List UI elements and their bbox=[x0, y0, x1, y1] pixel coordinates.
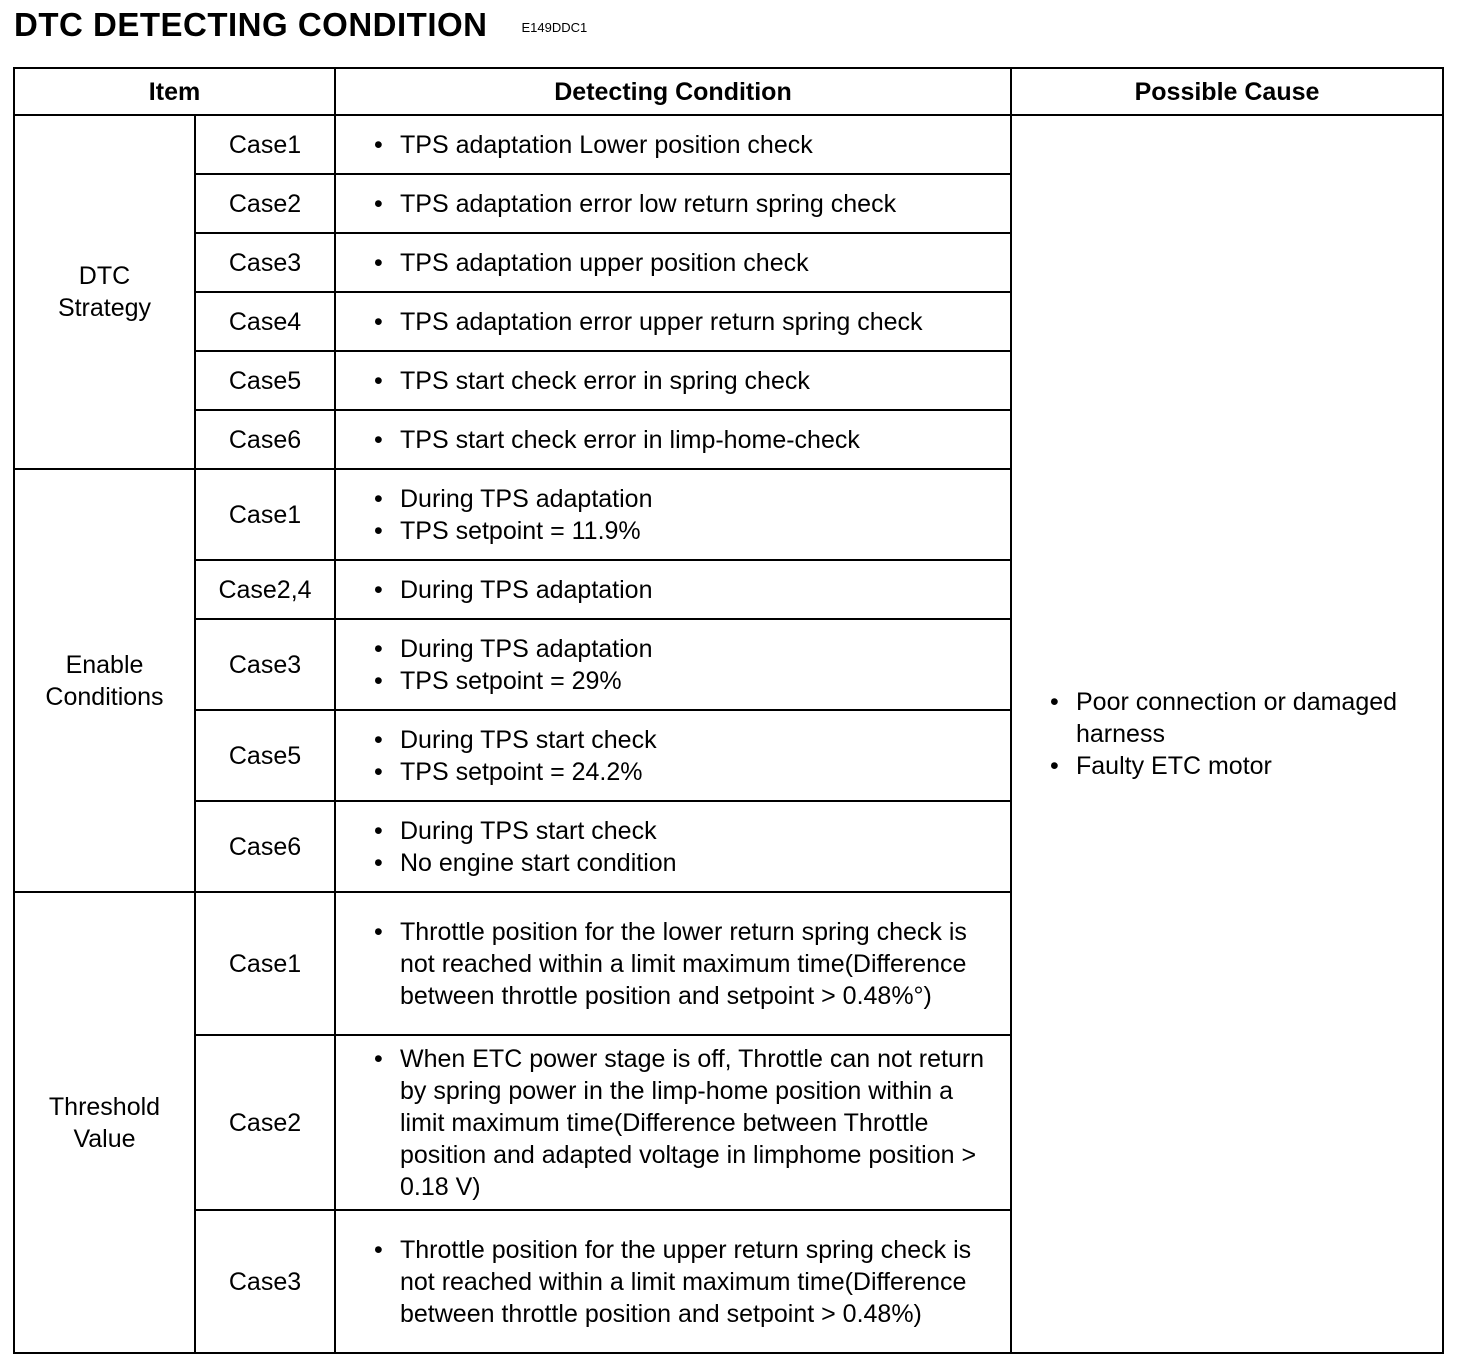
case-label: Case3 bbox=[195, 1210, 335, 1353]
group-label-dtc-strategy bbox=[14, 115, 195, 469]
table-header-row bbox=[14, 68, 1443, 115]
detecting-condition bbox=[335, 233, 1011, 292]
case-label: Case5 bbox=[195, 351, 335, 410]
detecting-condition bbox=[335, 560, 1011, 619]
header-item: Item bbox=[14, 68, 335, 115]
group-label-line: Conditions bbox=[45, 682, 164, 711]
header-detecting-condition: Detecting Condition bbox=[335, 68, 1011, 115]
detecting-condition bbox=[335, 801, 1011, 892]
case-label: Case5 bbox=[195, 710, 335, 801]
group-label-line: Enable bbox=[65, 650, 144, 679]
condition-item: • During TPS adaptation bbox=[374, 574, 1002, 606]
condition-item: • TPS start check error in limp-home-check bbox=[374, 424, 1002, 456]
group-label-enable-conditions bbox=[14, 469, 195, 892]
detecting-condition bbox=[335, 619, 1011, 710]
case-label: Case6 bbox=[195, 410, 335, 469]
condition-item: • TPS setpoint = 11.9% bbox=[374, 515, 1002, 547]
case-label: Case2 bbox=[195, 1035, 335, 1210]
page-title: DTC DETECTING CONDITION bbox=[14, 6, 488, 43]
document-code: E149DDC1 bbox=[521, 20, 588, 35]
condition-item: • TPS setpoint = 29% bbox=[374, 665, 1002, 697]
detecting-condition bbox=[335, 1035, 1011, 1210]
case-label: Case2,4 bbox=[195, 560, 335, 619]
group-label-threshold-value bbox=[14, 892, 195, 1353]
group-label-line: Threshold bbox=[48, 1092, 161, 1121]
cause-item: • Poor connection or damaged harness bbox=[1050, 686, 1432, 750]
case-label: Case1 bbox=[195, 115, 335, 174]
case-label: Case4 bbox=[195, 292, 335, 351]
header-possible-cause: Possible Cause bbox=[1011, 68, 1443, 115]
cause-item: • Faulty ETC motor bbox=[1050, 750, 1432, 782]
dtc-condition-table bbox=[13, 67, 1444, 1354]
condition-item: • Throttle position for the lower return spring check is not reached within a limit maximum time(Difference between throttle position and setpoint > 0.48%°) bbox=[374, 916, 1002, 1012]
case-label: Case1 bbox=[195, 469, 335, 560]
case-label: Case2 bbox=[195, 174, 335, 233]
detecting-condition bbox=[335, 174, 1011, 233]
condition-item: • TPS adaptation upper position check bbox=[374, 247, 1002, 279]
condition-item: • When ETC power stage is off, Throttle can not return by spring power in the limp-home position within a limit maximum time(Difference between Throttle position and adapted voltage in limphome position > 0.18 V) bbox=[374, 1043, 1002, 1203]
condition-item: • During TPS adaptation bbox=[374, 633, 1002, 665]
condition-item: • No engine start condition bbox=[374, 847, 1002, 879]
page-heading bbox=[14, 6, 587, 44]
detecting-condition bbox=[335, 1210, 1011, 1353]
group-label-line: Strategy bbox=[57, 294, 152, 322]
group-label-line: DTC bbox=[78, 262, 131, 290]
condition-item: • During TPS start check bbox=[374, 724, 1002, 756]
detecting-condition bbox=[335, 115, 1011, 174]
condition-item: • TPS start check error in spring check bbox=[374, 365, 1002, 397]
detecting-condition bbox=[335, 892, 1011, 1035]
condition-item: • During TPS start check bbox=[374, 815, 1002, 847]
possible-cause-cell bbox=[1011, 115, 1443, 1353]
detecting-condition bbox=[335, 292, 1011, 351]
table-row bbox=[14, 115, 1443, 174]
detecting-condition bbox=[335, 710, 1011, 801]
condition-item: • During TPS adaptation bbox=[374, 483, 1002, 515]
case-label: Case3 bbox=[195, 233, 335, 292]
case-label: Case6 bbox=[195, 801, 335, 892]
condition-item: • TPS adaptation Lower position check bbox=[374, 129, 1002, 161]
case-label: Case1 bbox=[195, 892, 335, 1035]
condition-item: • TPS setpoint = 24.2% bbox=[374, 756, 1002, 788]
detecting-condition bbox=[335, 410, 1011, 469]
condition-item: • Throttle position for the upper return spring check is not reached within a limit maximum time(Difference between throttle position and setpoint > 0.48%) bbox=[374, 1234, 1002, 1330]
group-label-line: Value bbox=[73, 1124, 136, 1153]
case-label: Case3 bbox=[195, 619, 335, 710]
condition-item: • TPS adaptation error low return spring check bbox=[374, 188, 1002, 220]
detecting-condition bbox=[335, 351, 1011, 410]
detecting-condition bbox=[335, 469, 1011, 560]
condition-item: • TPS adaptation error upper return spring check bbox=[374, 306, 1002, 338]
